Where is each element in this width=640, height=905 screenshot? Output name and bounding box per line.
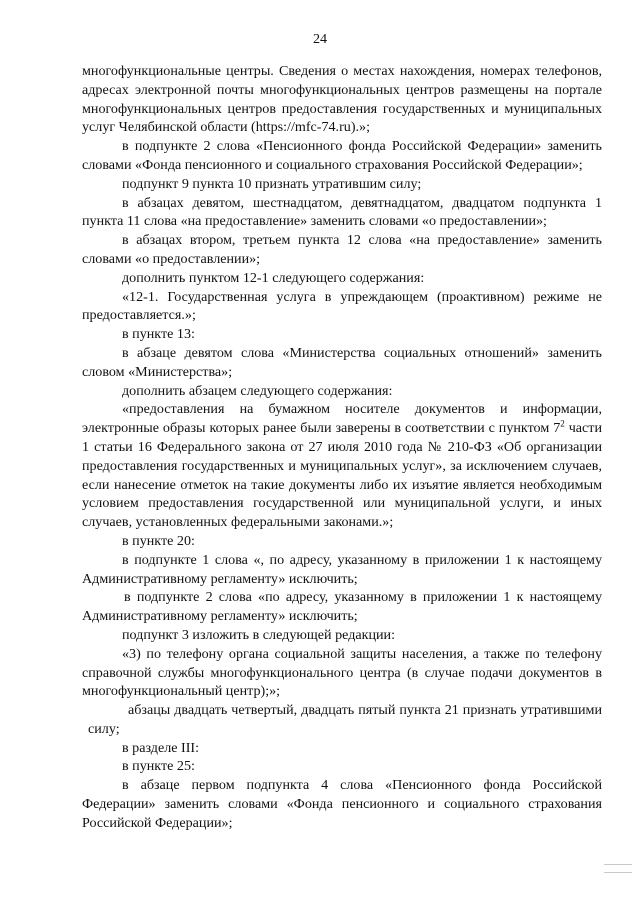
paragraph-subpoint-9-void: подпункт 9 пункта 10 признать утратившим силу; [122,175,422,192]
new-abzac-text-start: «предоставления на бумажном носителе документов и информации, электронные образы которых ранее были заверены в соответствии с пунктом 7 [82,401,602,437]
paragraph-mfc-info: многофункциональные центры. Сведения о местах нахождения, номерах телефонов, адресах электронной почты многофункциональных центров размещены на портале многофункциональных центров предоставления государственных и муниципальных услуг Челябинской области (https://mfc-74.ru).»; [82,63,602,136]
document-body [82,62,602,833]
superscript-2: 2 [560,418,565,429]
paragraph-point-20-heading: в пункте 20: [122,532,195,549]
paragraph-point-13-heading: в пункте 13: [122,326,195,343]
scan-artifact [604,864,632,874]
page-number: 24 [312,31,328,47]
paragraph-section-3-heading: в разделе III: [122,739,200,756]
new-abzac-text-end: части 1 статьи 16 Федерального закона от 27 июля 2010 года № 210-ФЗ «Об организации предоставления государственных и муниципальных услуг», за исключением случаев, если нанесение отметок на такие документы либо их изъятие является необходимым условием предоставления государственной или муниципальной услуги, и иных случаев, установленных федеральными законами.»; [82,420,603,531]
paragraph-point-25-heading: в пункте 25: [122,758,195,775]
paragraph-subpoint-2-replace: в подпункте 2 слова «Пенсионного фонда Российской Федерации» заменить словами «Фонда пенсионного и социального страхования Российской Федерации»; [82,138,602,173]
paragraph-add-point-12-1: дополнить пунктом 12-1 следующего содержания: [122,269,425,286]
paragraph-point-12-1-text: «12-1. Государственная услуга в упреждающем (проактивном) режиме не предоставляется.»; [82,288,602,324]
paragraph-point-11-replace: в абзацах девятом, шестнадцатом, девятнадцатом, двадцатом подпункта 1 пункта 11 слова «на предоставление» заменить словами «о предоставлении»; [82,194,602,230]
paragraph-subpoint-3-text: «3) по телефону органа социальной защиты населения, а также по телефону справочной службы многофункционального центра (в случае подачи документов в многофункциональный центр);»; [82,645,602,700]
paragraph-ministry-replace: в абзаце девятом слова «Министерства социальных отношений» заменить словом «Министерства»; [82,344,602,380]
paragraph-subpoint-3-edit: подпункт 3 изложить в следующей редакции: [122,626,396,643]
paragraph-subpoint-1-exclude: в подпункте 1 слова «, по адресу, указанному в приложении 1 к настоящему Административному регламенту» исключить; [82,551,602,587]
paragraph-new-abzac-text [82,400,602,532]
paragraph-subpoint-2-exclude: в подпункте 2 слова «по адресу, указанному в приложении 1 к настоящему Административному регламенту» исключить; [82,589,602,625]
paragraph-point-21-void: абзацы двадцать четвертый, двадцать пятый пункта 21 признать утратившими силу; [88,702,602,737]
paragraph-point-12-replace: в абзацах втором, третьем пункта 12 слова «на предоставление» заменить словами «о предоставлении»; [82,232,602,267]
paragraph-point-25-replace: в абзаце первом подпункта 4 слова «Пенсионного фонда Российской Федерации» заменить словами «Фонда пенсионного и социального страхования Российской Федерации»; [82,777,602,831]
paragraph-add-abzac: дополнить абзацем следующего содержания: [122,382,393,399]
